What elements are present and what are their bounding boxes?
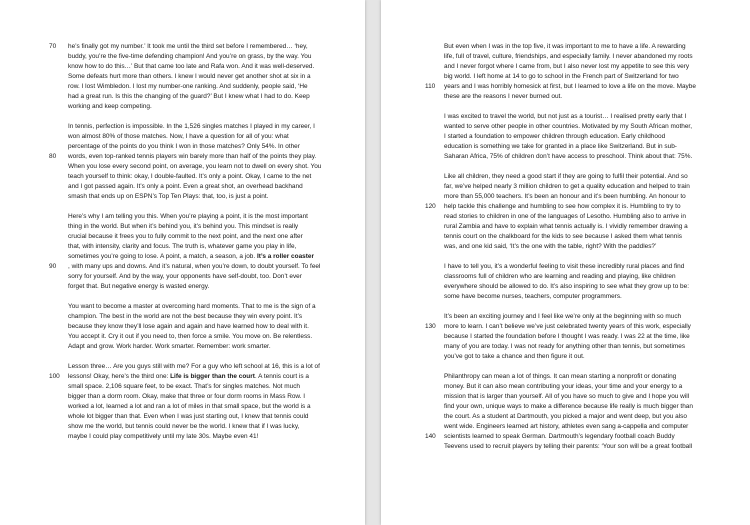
text-line: [444, 262, 712, 272]
line-number: 110: [425, 83, 436, 90]
text-line: [444, 182, 712, 192]
text-line: [68, 312, 336, 322]
line-number: 100: [49, 373, 60, 380]
line-text: some have become nurses, teachers, computer programmers.: [444, 293, 622, 300]
text-line: [444, 272, 712, 282]
line-text: wanted to serve other people in other countries. Motivated by my South African mother,: [444, 123, 692, 130]
text-line: [444, 212, 712, 222]
line-text: I was excited to travel the world, but not just as a tourist… I realised pretty early that I: [444, 113, 687, 120]
line-text: You accept it. Cry it out if you need to, then force a smile. You move on. Be relentless.: [68, 333, 313, 340]
line-text: these are the reasons I never burned out.: [444, 93, 563, 100]
text-line: [444, 52, 712, 62]
line-text: classrooms full of children who are learning and reading and playing, like children: [444, 273, 676, 280]
text-line: [444, 352, 712, 362]
line-text: read stories to children in one of the languages of Lesotho. Humbling also to arrive in: [444, 213, 686, 220]
line-text: crucial because it frees you to fully commit to the next point, and the next one after: [68, 233, 303, 240]
text-line: [68, 52, 336, 62]
text-line: [68, 162, 336, 172]
text-line: [49, 262, 336, 272]
line-text-leading: ,: [68, 263, 70, 270]
line-text: thing in the world. But when it’s behind you, it’s behind you. This mindset is really: [68, 223, 299, 230]
line-text: forget that. But negative energy is wasted energy.: [68, 283, 210, 290]
text-line: [68, 322, 336, 332]
line-text: years and I was horribly homesick at first, but I learned to love a life on the move. Maybe: [444, 83, 696, 90]
text-line: [444, 222, 712, 232]
text-line: [444, 392, 712, 402]
line-number: 130: [425, 323, 436, 330]
line-text: Saharan Africa, 75% of children don’t have access to preschool. Think about that: 75%.: [444, 153, 693, 160]
text-line: [68, 122, 336, 132]
emphasized-text: It’s a roller coaster: [256, 253, 314, 260]
line-text: more than 55,000 teachers. It’s been an honour and it’s been humbling. An honour to: [444, 193, 686, 200]
line-text: Adapt and grow. Work harder. Work smarter. Remember: work smarter.: [68, 343, 271, 350]
paragraph-gap: [68, 202, 336, 212]
line-text: sometimes you’re going to lose. A point, a match, a season, a job.: [68, 253, 257, 260]
text-line: [444, 422, 712, 432]
line-text: money. But it can also mean contributing your ideas, your time and your energy to a: [444, 383, 683, 390]
text-line: [68, 82, 336, 92]
line-text: Lesson three… Are you guys still with me? For a guy who left school at 16, this is a lot of: [68, 363, 320, 370]
text-line: [444, 442, 712, 452]
text-line: [68, 332, 336, 342]
line-number: 140: [425, 433, 436, 440]
text-line: [68, 422, 336, 432]
text-line: [68, 132, 336, 142]
paragraph-gap: [444, 102, 712, 112]
text-line: [68, 412, 336, 422]
paragraph-gap: [444, 162, 712, 172]
text-line: [444, 42, 712, 52]
line-text: had a great run. Is this the changing of the guard?’ But I knew what I had to do. Keep: [68, 93, 310, 100]
text-line: [444, 292, 712, 302]
line-text: the court. As a student at Dartmouth, you picked a major and went deep, but you also: [444, 413, 687, 420]
line-text: show me the world, but tennis could never be the world. I knew that if I was lucky,: [68, 423, 300, 430]
text-line: [68, 272, 336, 282]
line-text: I have to tell you, it’s a wonderful feeling to visit these incredibly rural places and find: [444, 263, 685, 270]
text-line: [68, 62, 336, 72]
text-line: [444, 312, 712, 322]
text-line: [444, 132, 712, 142]
line-text: small space. 2,106 square feet, to be exact. That’s for singles matches. Not much: [68, 383, 300, 390]
line-text: percentage of the points do you think I won in those matches? Only 54%. In other: [68, 143, 300, 150]
text-line: [444, 92, 712, 102]
line-text: worked a lot, learned a lot and ran a lot of miles in that small space, but the world is a: [68, 403, 311, 410]
line-text: help tackle this challenge and humbling to see how complex it is. Humbling to try to: [444, 203, 681, 210]
text-line: [444, 242, 712, 252]
text-line: [425, 432, 712, 442]
line-number: 90: [49, 263, 57, 270]
text-line: [68, 242, 336, 252]
text-line: [444, 372, 712, 382]
text-line: [444, 122, 712, 132]
line-text: whole lot bigger than that. Even when I was just starting out, I knew that tennis could: [68, 413, 309, 420]
paragraph-gap: [68, 352, 336, 362]
line-number: 80: [49, 153, 57, 160]
line-text: many of you are today. I was not ready for anything other than tennis, but sometimes: [444, 343, 686, 350]
line-text: buddy, you’re the five-time defending champion! And you’re on grass, by the way. You: [68, 53, 312, 60]
line-text: was, and one kid said, ‘It’s the one with the table, right? With the paddles?’: [444, 243, 657, 250]
line-text: Teevens used to recruit players by telling their parents: ‘Your son will be a great football: [444, 443, 693, 450]
line-text: bigger than a dorm room. Okay, make that three or four dorm rooms in Mass Row. I: [68, 393, 306, 400]
text-line: [444, 112, 712, 122]
paragraph-gap: [68, 112, 336, 122]
text-line: [444, 192, 712, 202]
paragraph-gap: [444, 252, 712, 262]
line-text: mission that is larger than yourself. All of you have so much to give and I hope you will: [444, 393, 690, 400]
text-line: [444, 382, 712, 392]
text-line: [68, 392, 336, 402]
text-line: [444, 412, 712, 422]
line-text: Like all children, they need a good start if they are going to fulfil their potential. And so: [444, 173, 688, 180]
right-page-text: [425, 42, 712, 452]
line-text: It’s been an exciting journey and I feel like we’re only at the beginning with so much: [444, 313, 682, 320]
text-line: [444, 332, 712, 342]
text-line: [444, 142, 712, 152]
line-text: When you lose every second point, on average, you learn not to dwell on every shot. You: [68, 163, 322, 170]
line-text: rural Zambia and have to explain what tennis actually is. I vividly remember drawing a: [444, 223, 688, 230]
line-text: sorry for yourself. And by the way, your opponents have self-doubt, too. Don’t ever: [68, 273, 302, 280]
left-document-page: [0, 0, 365, 525]
text-line: [444, 72, 712, 82]
line-text: You want to become a master at overcoming hard moments. That to me is the sign of a: [68, 303, 316, 310]
line-text: teach yourself to think: okay, I double-faulted. It’s only a point. Okay, I came to the net: [68, 173, 312, 180]
line-text: and I got passed again. It’s only a point. Even a great shot, an overhead backhand: [68, 183, 303, 190]
text-line: [68, 192, 336, 202]
line-text: education is something we take for granted in a place like Switzerland. But in sub-: [444, 143, 677, 150]
line-text: because they know they’ll lose again and again and have learned how to deal with it.: [68, 323, 309, 330]
text-line: [49, 372, 336, 382]
text-line: [68, 92, 336, 102]
line-text: But even when I was in the top five, it was important to me to have a life. A rewarding: [444, 43, 686, 50]
line-text: you’ve got to take a chance and then figure it out.: [444, 353, 585, 360]
text-line: [425, 202, 712, 212]
line-text: Some defeats hurt more than others. I knew I would never get another shot at six in a: [68, 73, 311, 80]
text-line: [68, 342, 336, 352]
line-text: words, even top-ranked tennis players win barely more than half of the points they play.: [68, 153, 317, 160]
line-text: In tennis, perfection is impossible. In the 1,526 singles matches I played in my career, I: [68, 123, 315, 130]
text-line: [444, 232, 712, 242]
line-text: row. I lost Wimbledon. I lost my number-one ranking. And suddenly, people said, ‘He: [68, 83, 308, 90]
left-page-text: [49, 42, 336, 442]
line-text: because I started the foundation before I thought I was ready. I was 22 at the time, like: [444, 333, 690, 340]
line-text: Here’s why I am telling you this. When you’re playing a point, it is the most important: [68, 213, 308, 220]
line-text: know how to do this…’ But that came too late and Rafa won. And it was well-deserved.: [68, 63, 315, 70]
line-text: smash that ends up on ESPN’s Top Ten Plays: that, too, is just a point.: [68, 193, 269, 200]
text-line: [68, 102, 336, 112]
line-text: Philanthropy can mean a lot of things. It can mean starting a nonprofit or donating: [444, 373, 677, 380]
emphasized-text: Life is bigger than the court: [170, 373, 255, 380]
line-text: lessons! Okay, here’s the third one:: [68, 373, 171, 380]
text-line: [444, 62, 712, 72]
text-line: [68, 222, 336, 232]
text-line: [68, 172, 336, 182]
text-line: [444, 172, 712, 182]
text-line: [68, 182, 336, 192]
text-line: [68, 362, 336, 372]
line-text: tennis court on the chalkboard for the kids to see because I asked them what tennis: [444, 233, 682, 240]
paragraph-gap: [444, 302, 712, 312]
line-text: big world. I left home at 14 to go to school in the French part of Switzerland for two: [444, 73, 679, 80]
text-line: [444, 152, 712, 162]
text-line: [68, 302, 336, 312]
line-text: and I never forgot where I came from, but I also never lost my appetite to see this very: [444, 63, 690, 70]
line-text: won almost 80% of those matches. Now, I have a question for all of you: what: [68, 133, 289, 140]
line-text: everywhere should be allowed to do. It’s also inspiring to see what they grow up to be:: [444, 283, 690, 290]
line-text: far, we’ve helped nearly 3 million children to get a quality education and helped to train: [444, 183, 690, 190]
text-line: [444, 342, 712, 352]
line-text-trailing: . A tennis court is a: [254, 373, 309, 380]
paragraph-gap: [68, 292, 336, 302]
text-line: [444, 402, 712, 412]
text-line: [68, 232, 336, 242]
text-line: [49, 42, 336, 52]
line-text: working and keep competing.: [68, 103, 152, 110]
line-text: scientists learned to speak German. Dartmouth’s legendary football coach Buddy: [444, 433, 675, 440]
line-text: maybe I could play competitively until my late 30s. Maybe even 41!: [68, 433, 259, 440]
line-text: find your own, unique ways to make a difference because life really is much bigger than: [444, 403, 693, 410]
line-text: he’s finally got my number.’ It took me until the third set before I remembered… ‘hey,: [68, 43, 308, 50]
paragraph-gap: [444, 362, 712, 372]
text-line: [425, 322, 712, 332]
text-line: [68, 382, 336, 392]
text-line: [425, 82, 712, 92]
line-text: went wide. Engineers learned art history, athletes even sang a-cappella and computer: [444, 423, 689, 430]
line-number: 120: [425, 203, 436, 210]
text-line: [68, 72, 336, 82]
line-text: champion. The best in the world are not the best because they win every point. It’s: [68, 313, 303, 320]
text-line: [68, 282, 336, 292]
line-text: more to learn. I can’t believe we’ve just celebrated twenty years of this work, especially: [444, 323, 691, 330]
line-text: I started a foundation to empower children through education. Early childhood: [444, 133, 666, 140]
line-text: life, full of travel, culture, friendships, and especially family. I never abandoned my roots: [444, 53, 693, 60]
text-line: [68, 252, 336, 262]
text-line: [444, 282, 712, 292]
text-line: [68, 142, 336, 152]
text-line: [49, 152, 336, 162]
line-text: with many ups and downs. And it’s natural, when you’re down, to doubt yourself. To feel: [71, 263, 321, 270]
right-document-page: [381, 0, 750, 525]
text-line: [68, 402, 336, 412]
line-number: 70: [49, 43, 57, 50]
line-text: that, with intensity, clarity and focus. The truth is, whatever game you play in life,: [68, 243, 297, 250]
text-line: [68, 212, 336, 222]
text-line: [68, 432, 336, 442]
